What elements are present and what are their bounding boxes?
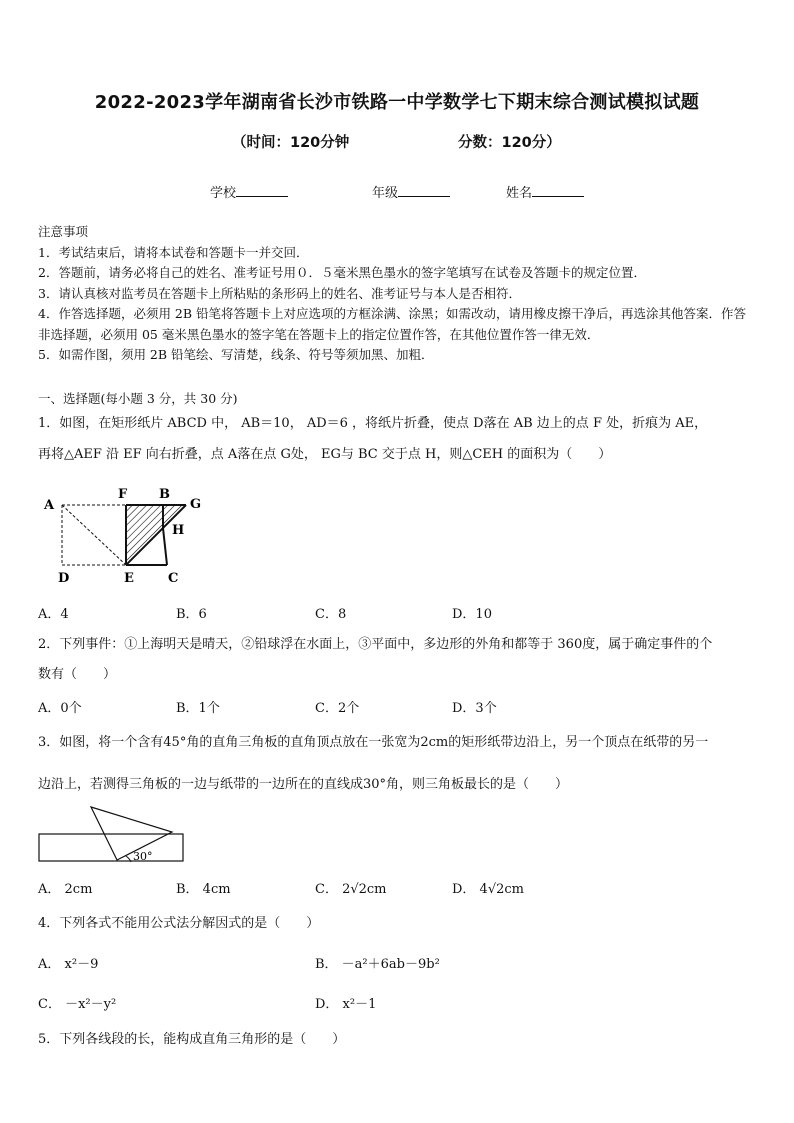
label-f: F — [118, 487, 128, 502]
option-a: A．0个 — [38, 701, 82, 716]
label-b: B — [159, 487, 170, 502]
question-3-figure — [36, 804, 188, 866]
note-item: 2．答题前，请务必将自己的姓名、准考证号用０．５毫米黑色墨水的签字笔填写在试卷及答题卡的规定位置． — [38, 265, 646, 280]
question-3-line-2: 边沿上，若测得三角板的一边与纸带的一边所在的直线成30°角，则三角板最长的是（ ） — [38, 777, 569, 792]
note-item: 5．如需作图，须用 2B 铅笔绘、写清楚，线条、符号等须加黑、加粗． — [38, 347, 434, 362]
option-b: B．1个 — [176, 701, 220, 716]
note-item: 3．请认真核对监考员在答题卡上所粘贴的条形码上的姓名、准考证号与本人是否相符． — [38, 285, 521, 301]
section-heading: 一、选择题(每小题 3 分，共 30 分) — [38, 391, 238, 406]
name-field — [506, 182, 584, 201]
question-1-line-2: 再将△AEF 沿 EF 向右折叠，点 A落在点 G处， EG与 BC 交于点 H，则△CEH 的面积为（ ） — [38, 447, 612, 462]
label-e: E — [124, 571, 134, 586]
label-c: C — [168, 571, 179, 586]
score-label: 分数：120分） — [458, 135, 561, 151]
option-b: B．6 — [176, 607, 207, 622]
grade-blank — [398, 184, 450, 197]
question-2-line-1: 2．下列事件：①上海明天是晴天，②铅球浮在水面上，③平面中，多边形的外角和都等于 360度，属于确定事件的个 — [38, 637, 713, 652]
option-c: C． 2√2cm — [315, 882, 387, 897]
grade-field — [372, 182, 450, 201]
option-a: A． x²－9 — [38, 957, 99, 972]
grade-label: 年级 — [372, 186, 399, 201]
notes-heading: 注意事项 — [38, 224, 89, 239]
name-blank — [532, 184, 584, 197]
option-b: B． －a²＋6ab－9b² — [315, 957, 440, 972]
note-item: 4．作答选择题，必须用 2B 铅笔将答题卡上对应选项的方框涂满、涂黑；如需改动，请用橡皮擦干净后，再选涂其他答案．作答非选择题，必须用 05 毫米黑色墨水的签字笔在答题卡上的指定位置作答，在其他位置作答一律无效． — [38, 306, 747, 342]
option-a: A． 2cm — [38, 882, 93, 897]
name-label: 姓名 — [506, 186, 533, 201]
question-1-line-1: 1．如图，在矩形纸片 ABCD 中， AB＝10， AD＝6 ，将纸片折叠，使点 D落在 AB 边上的点 F 处，折痕为 AE， — [38, 416, 708, 431]
option-c: C． －x²－y² — [38, 997, 117, 1012]
angle-label: 30° — [133, 850, 153, 863]
option-a: A．4 — [38, 607, 69, 622]
option-d: D． x²－1 — [315, 997, 377, 1012]
school-field — [210, 182, 288, 201]
option-c: C．2个 — [315, 701, 360, 716]
option-d: D． 4√2cm — [452, 882, 524, 897]
option-c: C．8 — [315, 607, 347, 622]
option-d: D．10 — [452, 607, 492, 622]
option-b: B． 4cm — [176, 882, 231, 897]
question-2-line-2: 数有（ ） — [38, 667, 117, 682]
label-d: D — [58, 571, 70, 586]
note-item: 1．考试结束后，请将本试卷和答题卡一并交回． — [38, 244, 309, 260]
label-g: G — [190, 497, 202, 512]
exam-title: 2022-2023学年湖南省长沙市铁路一中学数学七下期末综合测试模拟试题 — [94, 92, 700, 113]
option-d: D．3个 — [452, 701, 497, 716]
notes-block — [38, 222, 758, 366]
time-label: （时间：120分钟 — [232, 135, 350, 151]
label-a: A — [44, 498, 55, 513]
school-label: 学校 — [210, 186, 237, 201]
question-3-line-1: 3．如图，将一个含有45°角的直角三角板的直角顶点放在一张宽为2cm的矩形纸带边沿上，另一个顶点在纸带的另一 — [38, 735, 709, 750]
question-1-figure — [40, 484, 220, 588]
question-4-line-1: 4．下列各式不能用公式法分解因式的是（ ） — [38, 916, 320, 931]
question-5-line-1: 5．下列各线段的长，能构成直角三角形的是（ ） — [38, 1032, 346, 1047]
label-h: H — [172, 523, 185, 538]
school-blank — [236, 184, 288, 197]
